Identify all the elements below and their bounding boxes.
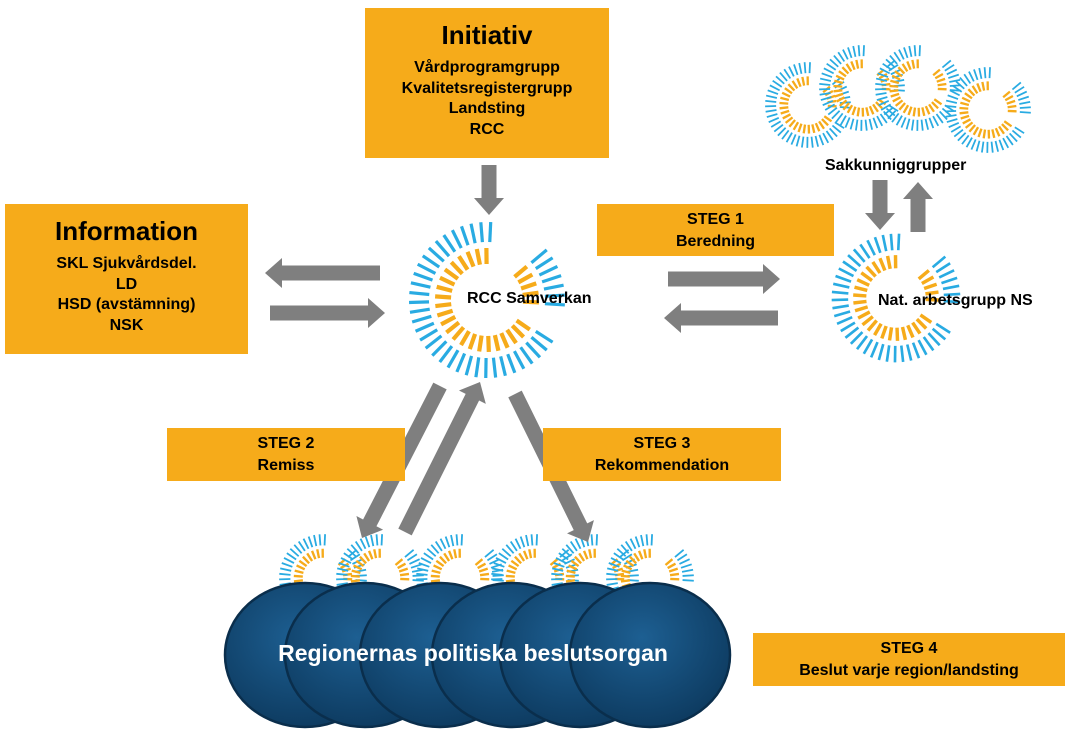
- arrow-from-nat: [664, 303, 778, 333]
- arrow-to-nat-group: [865, 180, 895, 230]
- initiativ-title: Initiativ: [441, 20, 533, 50]
- initiativ-line: Vårdprogramgrupp: [414, 59, 560, 76]
- sakkunnig-label: Sakkunniggrupper: [825, 157, 967, 174]
- information-box: [5, 204, 248, 354]
- information-title: Information: [55, 216, 198, 246]
- information-line: NSK: [109, 316, 144, 334]
- initiativ-box: [365, 8, 609, 158]
- information-line: LD: [115, 275, 138, 293]
- arrow-to-information: [265, 258, 380, 288]
- arrow-to-nat: [668, 264, 780, 294]
- steg1-text: Beredning: [675, 233, 756, 250]
- steg1-title: STEG 1: [687, 211, 744, 228]
- sakkunnig-logo: [875, 45, 961, 131]
- sakkunnig-logo: [765, 62, 851, 148]
- information-line: SKL Sjukvårdsdel.: [56, 255, 197, 272]
- nat-label: Nat. arbetsgrupp NS: [878, 292, 1033, 309]
- bottom-label: Regionernas politiska beslutsorgan: [278, 640, 668, 666]
- initiativ-line: Landsting: [448, 100, 526, 117]
- steg2-title: STEG 2: [257, 435, 315, 452]
- arrow-to-sakkunnig: [903, 182, 933, 232]
- arrow-initiativ-down: [474, 165, 504, 215]
- arrow-from-information: [270, 298, 385, 328]
- initiativ-line: Kvalitetsregistergrupp: [401, 79, 573, 97]
- steg3-title: STEG 3: [633, 435, 691, 452]
- initiativ-line: RCC: [469, 120, 505, 138]
- steg4-box: [753, 633, 1065, 686]
- steg3-text: Rekommendation: [594, 457, 730, 474]
- steg4-text: Beslut varje region/landsting: [799, 662, 1019, 679]
- steg2-text: Remiss: [257, 457, 315, 474]
- steg3-box: [543, 428, 781, 481]
- information-line: HSD (avstämning): [57, 296, 196, 313]
- steg2-box: [167, 428, 405, 481]
- center-label: RCC Samverkan: [467, 290, 592, 307]
- steg1-box: [597, 204, 834, 256]
- arrow-steg2-up: [398, 382, 486, 535]
- steg4-title: STEG 4: [880, 640, 938, 657]
